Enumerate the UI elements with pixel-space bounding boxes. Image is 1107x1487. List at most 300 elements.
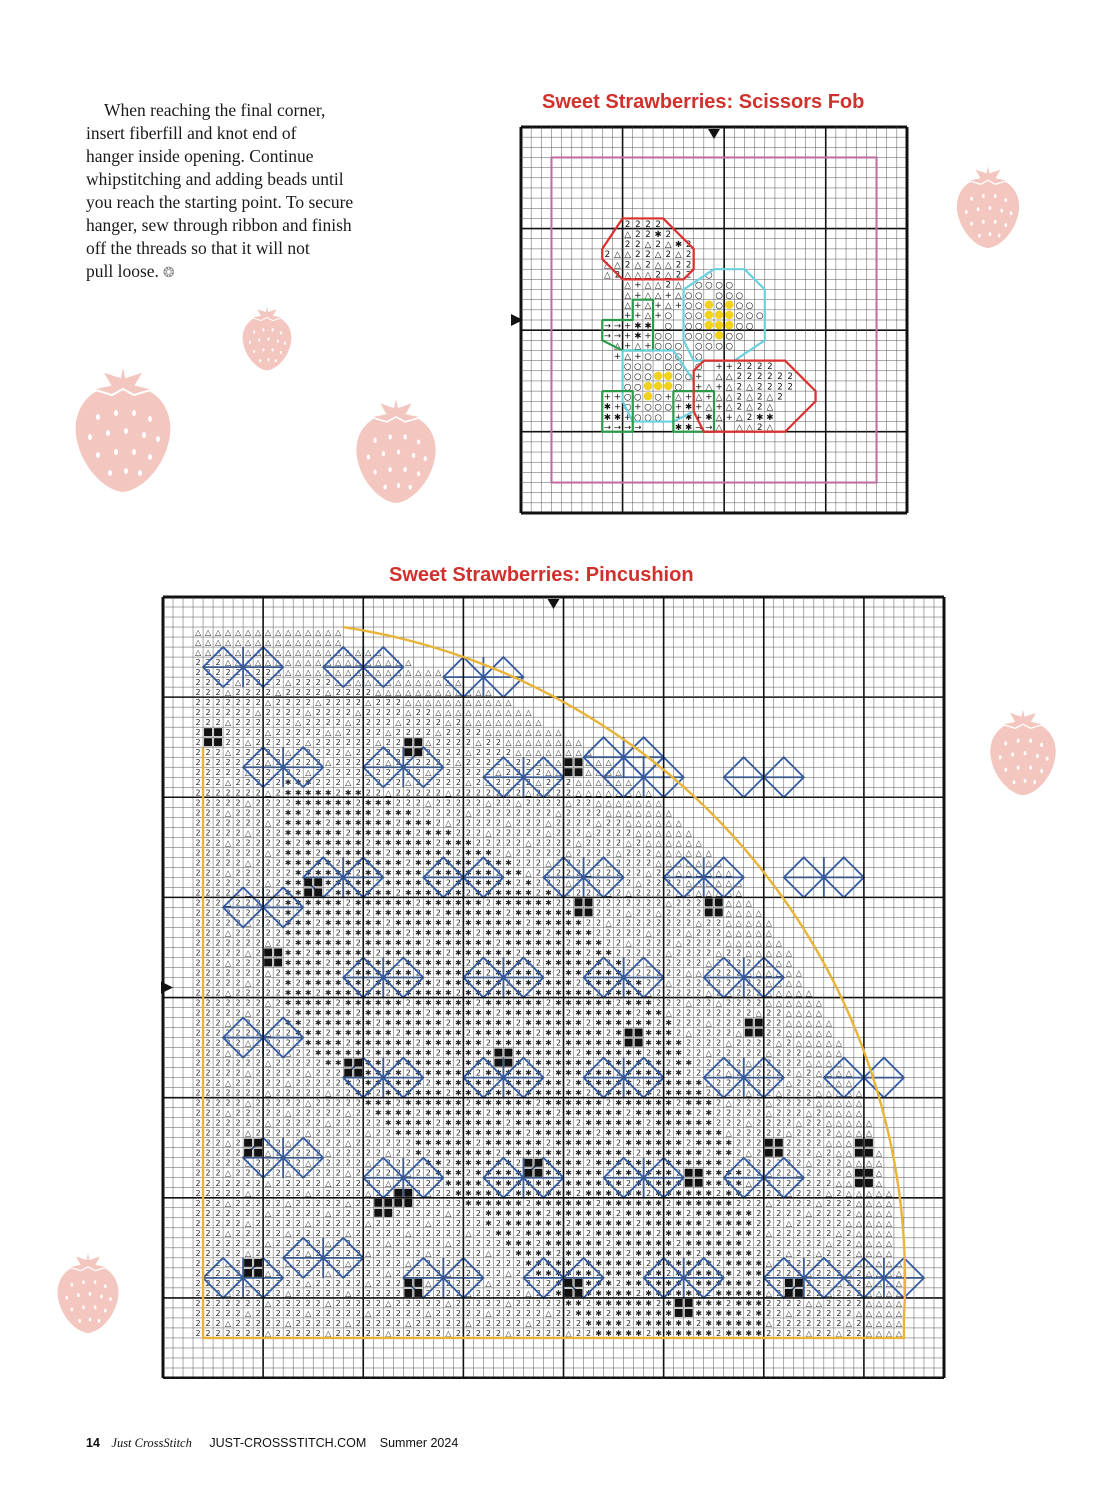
svg-text:✱: ✱ <box>555 938 562 947</box>
svg-text:△: △ <box>365 1189 372 1198</box>
svg-text:2: 2 <box>826 1279 831 1288</box>
svg-text:2: 2 <box>296 678 301 687</box>
svg-text:✱: ✱ <box>605 1069 612 1078</box>
svg-text:✱: ✱ <box>545 1109 552 1118</box>
svg-text:✱: ✱ <box>575 1079 582 1088</box>
svg-text:△: △ <box>866 1119 873 1128</box>
svg-text:2: 2 <box>846 1239 851 1248</box>
svg-text:2: 2 <box>396 818 401 827</box>
svg-text:✱: ✱ <box>705 1329 712 1338</box>
svg-text:2: 2 <box>746 1239 751 1248</box>
svg-text:✱: ✱ <box>595 1309 602 1318</box>
svg-text:2: 2 <box>616 908 621 917</box>
stitch-symbol: ○ <box>715 281 723 291</box>
svg-text:2: 2 <box>466 1299 471 1308</box>
svg-text:△: △ <box>285 1199 292 1208</box>
svg-text:2: 2 <box>336 1159 341 1168</box>
stitch-symbol: ✱ <box>766 413 773 423</box>
svg-text:2: 2 <box>536 808 541 817</box>
svg-text:△: △ <box>275 668 282 677</box>
svg-text:2: 2 <box>195 948 200 957</box>
svg-text:2: 2 <box>446 1309 451 1318</box>
svg-text:2: 2 <box>356 718 361 727</box>
svg-text:✱: ✱ <box>425 1019 432 1028</box>
svg-text:2: 2 <box>256 1289 261 1298</box>
stitch-symbol: ○ <box>746 311 754 321</box>
svg-text:2: 2 <box>216 898 221 907</box>
svg-text:2: 2 <box>666 968 671 977</box>
svg-text:2: 2 <box>736 1269 741 1278</box>
svg-text:2: 2 <box>756 1129 761 1138</box>
stitch-symbol: + <box>624 413 631 423</box>
svg-text:2: 2 <box>456 808 461 817</box>
svg-text:2: 2 <box>195 978 200 987</box>
svg-text:2: 2 <box>516 1329 521 1338</box>
svg-text:✱: ✱ <box>515 968 522 977</box>
svg-text:✱: ✱ <box>655 1039 662 1048</box>
svg-text:✱: ✱ <box>325 838 332 847</box>
svg-text:✱: ✱ <box>615 1199 622 1208</box>
svg-text:△: △ <box>325 1239 332 1248</box>
svg-text:✱: ✱ <box>505 918 512 927</box>
svg-text:2: 2 <box>206 1149 211 1158</box>
stitch-symbol: + <box>644 331 651 341</box>
svg-text:✱: ✱ <box>565 1179 572 1188</box>
svg-text:2: 2 <box>566 1009 571 1018</box>
svg-text:✱: ✱ <box>455 1049 462 1058</box>
svg-text:△: △ <box>716 868 723 877</box>
svg-text:2: 2 <box>776 1059 781 1068</box>
svg-text:△: △ <box>285 648 292 657</box>
svg-text:△: △ <box>616 778 623 787</box>
svg-text:△: △ <box>395 688 402 697</box>
svg-text:2: 2 <box>416 1259 421 1268</box>
svg-text:✱: ✱ <box>385 1079 392 1088</box>
svg-text:✱: ✱ <box>735 1219 742 1228</box>
svg-text:✱: ✱ <box>465 989 472 998</box>
stitch-symbol: ○ <box>665 362 673 372</box>
svg-text:△: △ <box>736 928 743 937</box>
svg-text:✱: ✱ <box>415 1119 422 1128</box>
svg-text:△: △ <box>605 768 612 777</box>
svg-text:2: 2 <box>256 698 261 707</box>
svg-text:△: △ <box>786 1249 793 1258</box>
svg-text:2: 2 <box>686 1279 691 1288</box>
bead-block <box>625 1029 633 1037</box>
svg-text:✱: ✱ <box>585 1309 592 1318</box>
svg-text:2: 2 <box>736 1109 741 1118</box>
svg-text:2: 2 <box>676 878 681 887</box>
svg-text:2: 2 <box>636 948 641 957</box>
svg-text:2: 2 <box>276 718 281 727</box>
svg-text:2: 2 <box>206 1119 211 1128</box>
svg-text:✱: ✱ <box>595 1289 602 1298</box>
svg-text:✱: ✱ <box>465 1009 472 1018</box>
strawberry-illustration <box>350 386 442 508</box>
svg-text:✱: ✱ <box>565 1199 572 1208</box>
svg-text:✱: ✱ <box>505 1109 512 1118</box>
svg-text:△: △ <box>886 1239 893 1248</box>
stitch-symbol: ✱ <box>675 423 682 433</box>
svg-text:△: △ <box>505 728 512 737</box>
svg-text:2: 2 <box>436 748 441 757</box>
svg-text:△: △ <box>686 828 693 837</box>
svg-text:✱: ✱ <box>565 1129 572 1138</box>
svg-text:✱: ✱ <box>505 1159 512 1168</box>
svg-text:2: 2 <box>326 1219 331 1228</box>
svg-text:2: 2 <box>536 858 541 867</box>
svg-text:△: △ <box>425 1189 432 1198</box>
svg-text:2: 2 <box>846 1309 851 1318</box>
svg-text:✱: ✱ <box>525 908 532 917</box>
svg-text:2: 2 <box>276 1079 281 1088</box>
svg-text:✱: ✱ <box>715 1169 722 1178</box>
svg-text:✱: ✱ <box>735 1189 742 1198</box>
svg-text:△: △ <box>355 678 362 687</box>
svg-text:✱: ✱ <box>435 1079 442 1088</box>
svg-text:2: 2 <box>376 1119 381 1128</box>
svg-text:2: 2 <box>346 768 351 777</box>
svg-text:△: △ <box>816 1029 823 1038</box>
svg-text:2: 2 <box>826 1299 831 1308</box>
svg-text:△: △ <box>415 688 422 697</box>
svg-text:2: 2 <box>626 928 631 937</box>
bead-yellow <box>725 321 734 330</box>
svg-text:✱: ✱ <box>405 1099 412 1108</box>
svg-text:2: 2 <box>526 778 531 787</box>
svg-text:2: 2 <box>776 1129 781 1138</box>
svg-text:2: 2 <box>706 1289 711 1298</box>
svg-text:✱: ✱ <box>375 1039 382 1048</box>
svg-text:✱: ✱ <box>525 1229 532 1238</box>
svg-text:2: 2 <box>206 668 211 677</box>
svg-text:✱: ✱ <box>635 1299 642 1308</box>
stitch-symbol: ○ <box>685 331 693 341</box>
svg-text:2: 2 <box>276 1059 281 1068</box>
svg-text:△: △ <box>285 1229 292 1238</box>
svg-text:✱: ✱ <box>655 1199 662 1208</box>
stitch-symbol: + <box>634 291 641 301</box>
svg-text:2: 2 <box>786 1259 791 1268</box>
svg-text:2: 2 <box>316 1059 321 1068</box>
svg-text:2: 2 <box>386 1279 391 1288</box>
svg-text:✱: ✱ <box>445 1129 452 1138</box>
svg-text:2: 2 <box>726 1079 731 1088</box>
svg-text:2: 2 <box>466 1279 471 1288</box>
svg-text:2: 2 <box>446 1219 451 1228</box>
svg-text:2: 2 <box>826 1219 831 1228</box>
bead-block <box>374 1209 382 1217</box>
svg-text:△: △ <box>315 638 322 647</box>
svg-text:2: 2 <box>576 818 581 827</box>
bead-block <box>494 1049 502 1057</box>
svg-text:✱: ✱ <box>615 1289 622 1298</box>
svg-text:△: △ <box>225 628 232 637</box>
svg-text:△: △ <box>866 1229 873 1238</box>
svg-text:2: 2 <box>416 728 421 737</box>
svg-text:△: △ <box>796 978 803 987</box>
svg-text:2: 2 <box>766 1089 771 1098</box>
svg-text:2: 2 <box>206 688 211 697</box>
svg-text:✱: ✱ <box>385 1119 392 1128</box>
svg-text:✱: ✱ <box>705 1099 712 1108</box>
svg-text:✱: ✱ <box>495 1029 502 1038</box>
svg-text:✱: ✱ <box>485 1189 492 1198</box>
svg-text:2: 2 <box>766 1309 771 1318</box>
svg-text:✱: ✱ <box>505 1079 512 1088</box>
svg-text:2: 2 <box>546 999 551 1008</box>
stitch-symbol: △ <box>634 271 641 281</box>
svg-text:△: △ <box>626 788 633 797</box>
svg-text:2: 2 <box>296 1149 301 1158</box>
svg-text:✱: ✱ <box>295 878 302 887</box>
stitch-symbol: 2 <box>635 220 641 230</box>
svg-text:2: 2 <box>656 868 661 877</box>
svg-text:2: 2 <box>286 1119 291 1128</box>
svg-text:2: 2 <box>716 989 721 998</box>
svg-text:△: △ <box>746 1059 753 1068</box>
svg-text:△: △ <box>826 1089 833 1098</box>
svg-text:✱: ✱ <box>465 1189 472 1198</box>
svg-text:2: 2 <box>276 698 281 707</box>
svg-text:✱: ✱ <box>545 1249 552 1258</box>
svg-text:2: 2 <box>376 878 381 887</box>
svg-text:✱: ✱ <box>635 1069 642 1078</box>
svg-text:2: 2 <box>276 978 281 987</box>
svg-text:✱: ✱ <box>515 999 522 1008</box>
svg-text:2: 2 <box>406 1139 411 1148</box>
bead-block <box>765 1139 773 1147</box>
stitch-symbol: + <box>624 321 631 331</box>
svg-text:△: △ <box>636 818 643 827</box>
svg-text:△: △ <box>816 1149 823 1158</box>
svg-text:✱: ✱ <box>465 978 472 987</box>
svg-text:2: 2 <box>216 1279 221 1288</box>
stitch-symbol: + <box>634 311 641 321</box>
svg-text:2: 2 <box>516 1309 521 1318</box>
svg-text:✱: ✱ <box>555 1189 562 1198</box>
svg-text:△: △ <box>826 1099 833 1108</box>
stitch-symbol: ○ <box>634 382 642 392</box>
svg-text:2: 2 <box>756 989 761 998</box>
svg-text:✱: ✱ <box>525 968 532 977</box>
svg-text:2: 2 <box>396 1149 401 1158</box>
svg-text:2: 2 <box>256 1069 261 1078</box>
svg-text:△: △ <box>866 1299 873 1308</box>
svg-text:2: 2 <box>226 938 231 947</box>
svg-text:2: 2 <box>686 1019 691 1028</box>
svg-text:2: 2 <box>476 828 481 837</box>
svg-text:✱: ✱ <box>415 918 422 927</box>
svg-text:△: △ <box>646 808 653 817</box>
svg-text:✱: ✱ <box>325 908 332 917</box>
svg-text:△: △ <box>245 628 252 637</box>
svg-text:2: 2 <box>486 898 491 907</box>
svg-text:✱: ✱ <box>305 989 312 998</box>
svg-text:2: 2 <box>216 1019 221 1028</box>
svg-text:2: 2 <box>706 1089 711 1098</box>
svg-text:2: 2 <box>286 1239 291 1248</box>
stitch-symbol: ○ <box>695 362 703 372</box>
stitch-symbol: ✱ <box>675 240 682 250</box>
svg-text:2: 2 <box>316 748 321 757</box>
svg-text:2: 2 <box>726 1049 731 1058</box>
svg-text:✱: ✱ <box>545 978 552 987</box>
svg-text:✱: ✱ <box>335 898 342 907</box>
svg-text:✱: ✱ <box>575 1129 582 1138</box>
svg-text:✱: ✱ <box>295 848 302 857</box>
svg-text:2: 2 <box>216 1249 221 1258</box>
svg-text:✱: ✱ <box>475 1189 482 1198</box>
svg-text:✱: ✱ <box>655 1059 662 1068</box>
svg-text:2: 2 <box>236 908 241 917</box>
svg-text:2: 2 <box>516 1159 521 1168</box>
svg-text:✱: ✱ <box>355 1039 362 1048</box>
svg-text:✱: ✱ <box>445 888 452 897</box>
stitch-symbol: ○ <box>665 403 673 413</box>
svg-text:2: 2 <box>686 1069 691 1078</box>
svg-text:△: △ <box>285 1169 292 1178</box>
svg-text:2: 2 <box>226 999 231 1008</box>
svg-text:✱: ✱ <box>405 1019 412 1028</box>
svg-text:✱: ✱ <box>475 938 482 947</box>
svg-text:△: △ <box>255 628 262 637</box>
svg-text:△: △ <box>605 808 612 817</box>
svg-text:✱: ✱ <box>325 918 332 927</box>
svg-text:2: 2 <box>195 798 200 807</box>
svg-text:2: 2 <box>366 1109 371 1118</box>
svg-text:△: △ <box>265 638 272 647</box>
svg-text:△: △ <box>425 1219 432 1228</box>
svg-text:2: 2 <box>476 858 481 867</box>
svg-text:△: △ <box>325 1149 332 1158</box>
bead-block <box>565 1289 573 1297</box>
svg-text:✱: ✱ <box>515 898 522 907</box>
svg-text:✱: ✱ <box>285 918 292 927</box>
svg-text:2: 2 <box>206 1169 211 1178</box>
stitch-symbol: △ <box>655 281 662 291</box>
svg-text:△: △ <box>726 908 733 917</box>
svg-text:2: 2 <box>796 1149 801 1158</box>
svg-text:✱: ✱ <box>725 1149 732 1158</box>
svg-text:✱: ✱ <box>345 1079 352 1088</box>
stitch-symbol: ○ <box>695 342 703 352</box>
svg-text:2: 2 <box>436 908 441 917</box>
stitch-symbol: △ <box>746 392 753 402</box>
svg-text:✱: ✱ <box>335 818 342 827</box>
svg-text:✱: ✱ <box>675 1039 682 1048</box>
svg-text:✱: ✱ <box>465 908 472 917</box>
svg-text:2: 2 <box>306 948 311 957</box>
svg-text:✱: ✱ <box>615 1079 622 1088</box>
svg-text:2: 2 <box>376 778 381 787</box>
bead-block <box>575 908 583 916</box>
svg-text:✱: ✱ <box>405 898 412 907</box>
svg-text:2: 2 <box>756 1169 761 1178</box>
svg-text:✱: ✱ <box>725 1189 732 1198</box>
svg-text:2: 2 <box>606 1169 611 1178</box>
stitch-symbol: ○ <box>705 342 713 352</box>
stitch-symbol: ○ <box>665 352 673 362</box>
svg-text:2: 2 <box>796 1199 801 1208</box>
stitch-symbol: △ <box>614 260 621 270</box>
svg-text:2: 2 <box>416 788 421 797</box>
page-number: 14 <box>86 1436 100 1450</box>
svg-text:△: △ <box>545 818 552 827</box>
svg-text:✱: ✱ <box>495 928 502 937</box>
bead-yellow <box>725 300 734 309</box>
svg-text:2: 2 <box>476 1289 481 1298</box>
svg-text:2: 2 <box>236 1109 241 1118</box>
svg-text:2: 2 <box>236 858 241 867</box>
svg-text:2: 2 <box>596 858 601 867</box>
svg-text:2: 2 <box>746 978 751 987</box>
svg-text:✱: ✱ <box>655 1259 662 1268</box>
stitch-symbol: 2 <box>737 362 743 372</box>
svg-text:2: 2 <box>195 1059 200 1068</box>
svg-text:✱: ✱ <box>665 1139 672 1148</box>
svg-text:2: 2 <box>756 1069 761 1078</box>
stitch-symbol: △ <box>746 423 753 433</box>
svg-text:✱: ✱ <box>465 999 472 1008</box>
svg-text:2: 2 <box>656 1299 661 1308</box>
svg-text:✱: ✱ <box>395 858 402 867</box>
svg-text:✱: ✱ <box>285 1019 292 1028</box>
svg-text:2: 2 <box>426 938 431 947</box>
svg-text:✱: ✱ <box>355 1029 362 1038</box>
svg-text:✱: ✱ <box>565 918 572 927</box>
svg-text:2: 2 <box>386 1189 391 1198</box>
svg-text:2: 2 <box>256 1239 261 1248</box>
stitch-symbol: △ <box>645 301 652 311</box>
stitch-symbol: ✱ <box>644 321 651 331</box>
svg-text:2: 2 <box>266 858 271 867</box>
svg-text:2: 2 <box>276 1139 281 1148</box>
stitch-symbol: + <box>675 301 682 311</box>
svg-text:✱: ✱ <box>715 1269 722 1278</box>
svg-text:2: 2 <box>226 878 231 887</box>
svg-text:2: 2 <box>526 768 531 777</box>
svg-text:2: 2 <box>476 778 481 787</box>
svg-text:2: 2 <box>366 1289 371 1298</box>
svg-text:2: 2 <box>566 868 571 877</box>
svg-text:✱: ✱ <box>445 928 452 937</box>
svg-text:✱: ✱ <box>575 1239 582 1248</box>
bead-yellow <box>654 372 663 381</box>
svg-text:△: △ <box>375 658 382 667</box>
svg-text:✱: ✱ <box>585 1099 592 1108</box>
svg-text:△: △ <box>235 638 242 647</box>
svg-text:✱: ✱ <box>535 1049 542 1058</box>
svg-text:2: 2 <box>426 1299 431 1308</box>
svg-text:✱: ✱ <box>595 1119 602 1128</box>
svg-text:△: △ <box>305 1219 312 1228</box>
svg-text:△: △ <box>876 1219 883 1228</box>
svg-text:2: 2 <box>836 1219 841 1228</box>
svg-text:△: △ <box>345 1139 352 1148</box>
svg-text:△: △ <box>726 878 733 887</box>
svg-text:2: 2 <box>226 858 231 867</box>
svg-text:2: 2 <box>646 1119 651 1128</box>
svg-text:✱: ✱ <box>405 1089 412 1098</box>
svg-text:✱: ✱ <box>615 1089 622 1098</box>
svg-text:2: 2 <box>476 1219 481 1228</box>
svg-text:2: 2 <box>726 1089 731 1098</box>
svg-text:2: 2 <box>826 1129 831 1138</box>
bead-block <box>244 1259 252 1267</box>
svg-text:2: 2 <box>216 918 221 927</box>
svg-text:△: △ <box>816 1019 823 1028</box>
